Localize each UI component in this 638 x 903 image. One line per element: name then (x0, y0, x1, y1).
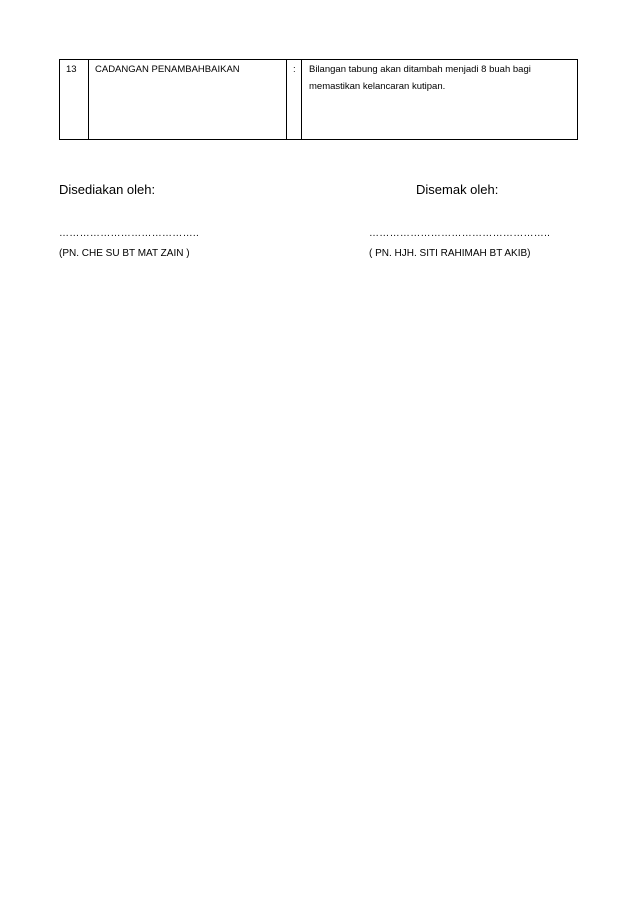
row-separator: : (293, 64, 296, 75)
table-divider (88, 60, 89, 139)
prepared-by-name: (PN. CHE SU BT MAT ZAIN ) (59, 248, 190, 259)
prepared-by-heading: Disediakan oleh: (59, 182, 156, 197)
reviewed-signature-line: …………………………………………….. (369, 228, 551, 239)
row-label: CADANGAN PENAMBAHBAIKAN (95, 64, 240, 75)
prepared-signature-line: ………………………………….. (59, 228, 200, 239)
row-content: Bilangan tabung akan ditambah menjadi 8 buah bagi memastikan kelancaran kutipan. (309, 64, 531, 92)
table-divider (301, 60, 302, 139)
row-number: 13 (66, 64, 77, 75)
reviewed-by-heading: Disemak oleh: (416, 182, 499, 197)
improvement-table (59, 59, 578, 140)
table-divider (286, 60, 287, 139)
reviewed-by-name: ( PN. HJH. SITI RAHIMAH BT AKIB) (369, 248, 531, 259)
